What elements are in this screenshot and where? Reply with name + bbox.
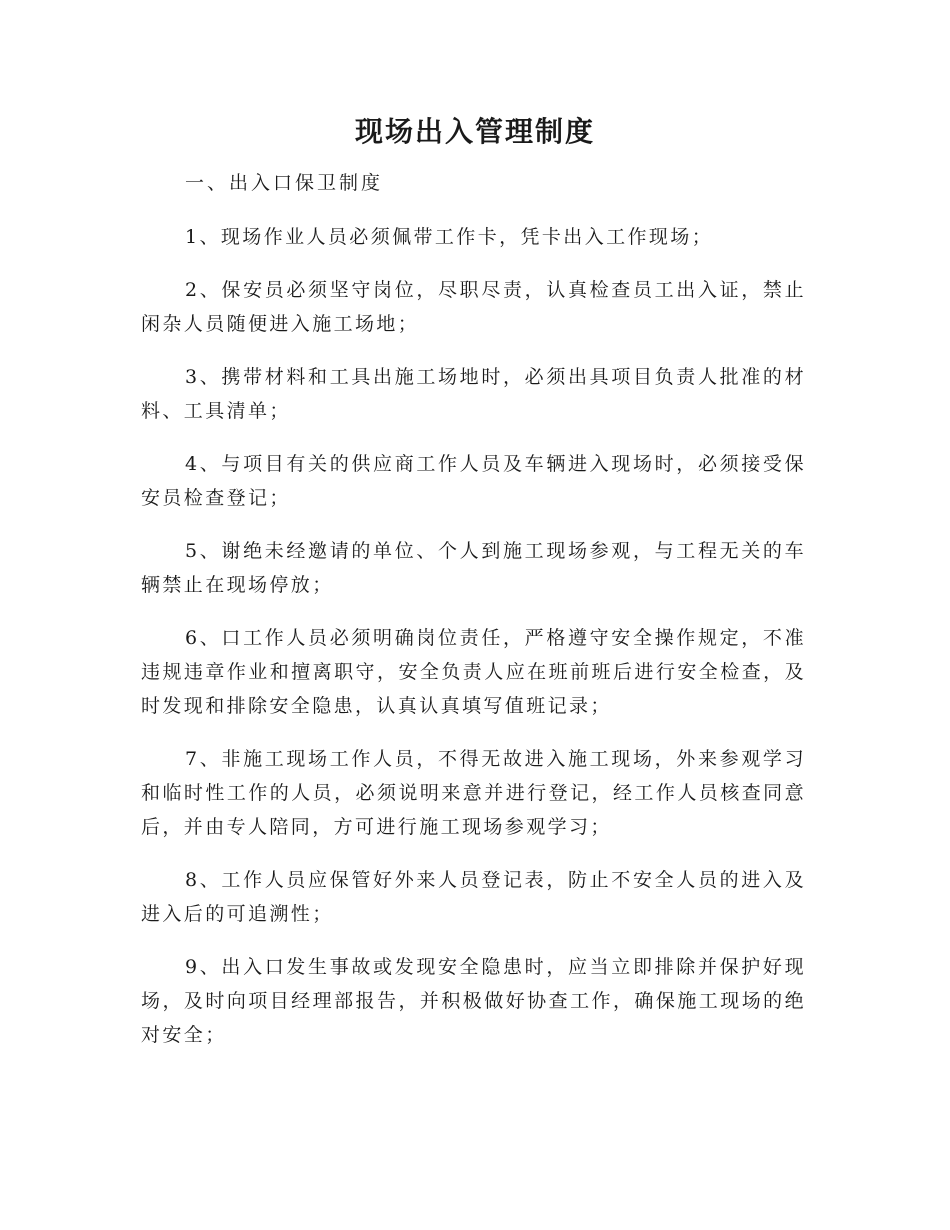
- document-body: [141, 220, 806, 1071]
- paragraph-2: 2、保安员必须坚守岗位，尽职尽责，认真检查员工出入证，禁止闲杂人员随便进入施工场地；: [141, 279, 806, 335]
- paragraph-9: 9、出入口发生事故或发现安全隐患时，应当立即排除并保护好现场，及时向项目经理部报告，并积极做好协查工作，确保施工现场的绝对安全；: [141, 956, 806, 1046]
- paragraph-8: 8、工作人员应保管好外来人员登记表，防止不安全人员的进入及进入后的可追溯性；: [141, 869, 806, 925]
- paragraph-4: 4、与项目有关的供应商工作人员及车辆进入现场时，必须接受保安员检查登记；: [141, 453, 806, 509]
- paragraph-5: 5、谢绝未经邀请的单位、个人到施工现场参观，与工程无关的车辆禁止在现场停放；: [141, 540, 806, 596]
- document-title: 现场出入管理制度: [354, 115, 595, 148]
- paragraph-1: 1、现场作业人员必须佩带工作卡，凭卡出入工作现场；: [185, 226, 714, 248]
- section-heading: 一、出入口保卫制度: [185, 172, 384, 194]
- paragraph-6: 6、口工作人员必须明确岗位责任，严格遵守安全操作规定，不准违规违章作业和擅离职守，安全负责人应在班前班后进行安全检查，及时发现和排除安全隐患，认真认真填写值班记录；: [141, 627, 806, 717]
- paragraph-7: 7、非施工现场工作人员，不得无故进入施工现场，外来参观学习和临时性工作的人员，必须说明来意并进行登记，经工作人员核查同意后，并由专人陪同，方可进行施工现场参观学习；: [141, 748, 806, 838]
- paragraph-3: 3、携带材料和工具出施工场地时，必须出具项目负责人批准的材料、工具清单；: [141, 366, 806, 422]
